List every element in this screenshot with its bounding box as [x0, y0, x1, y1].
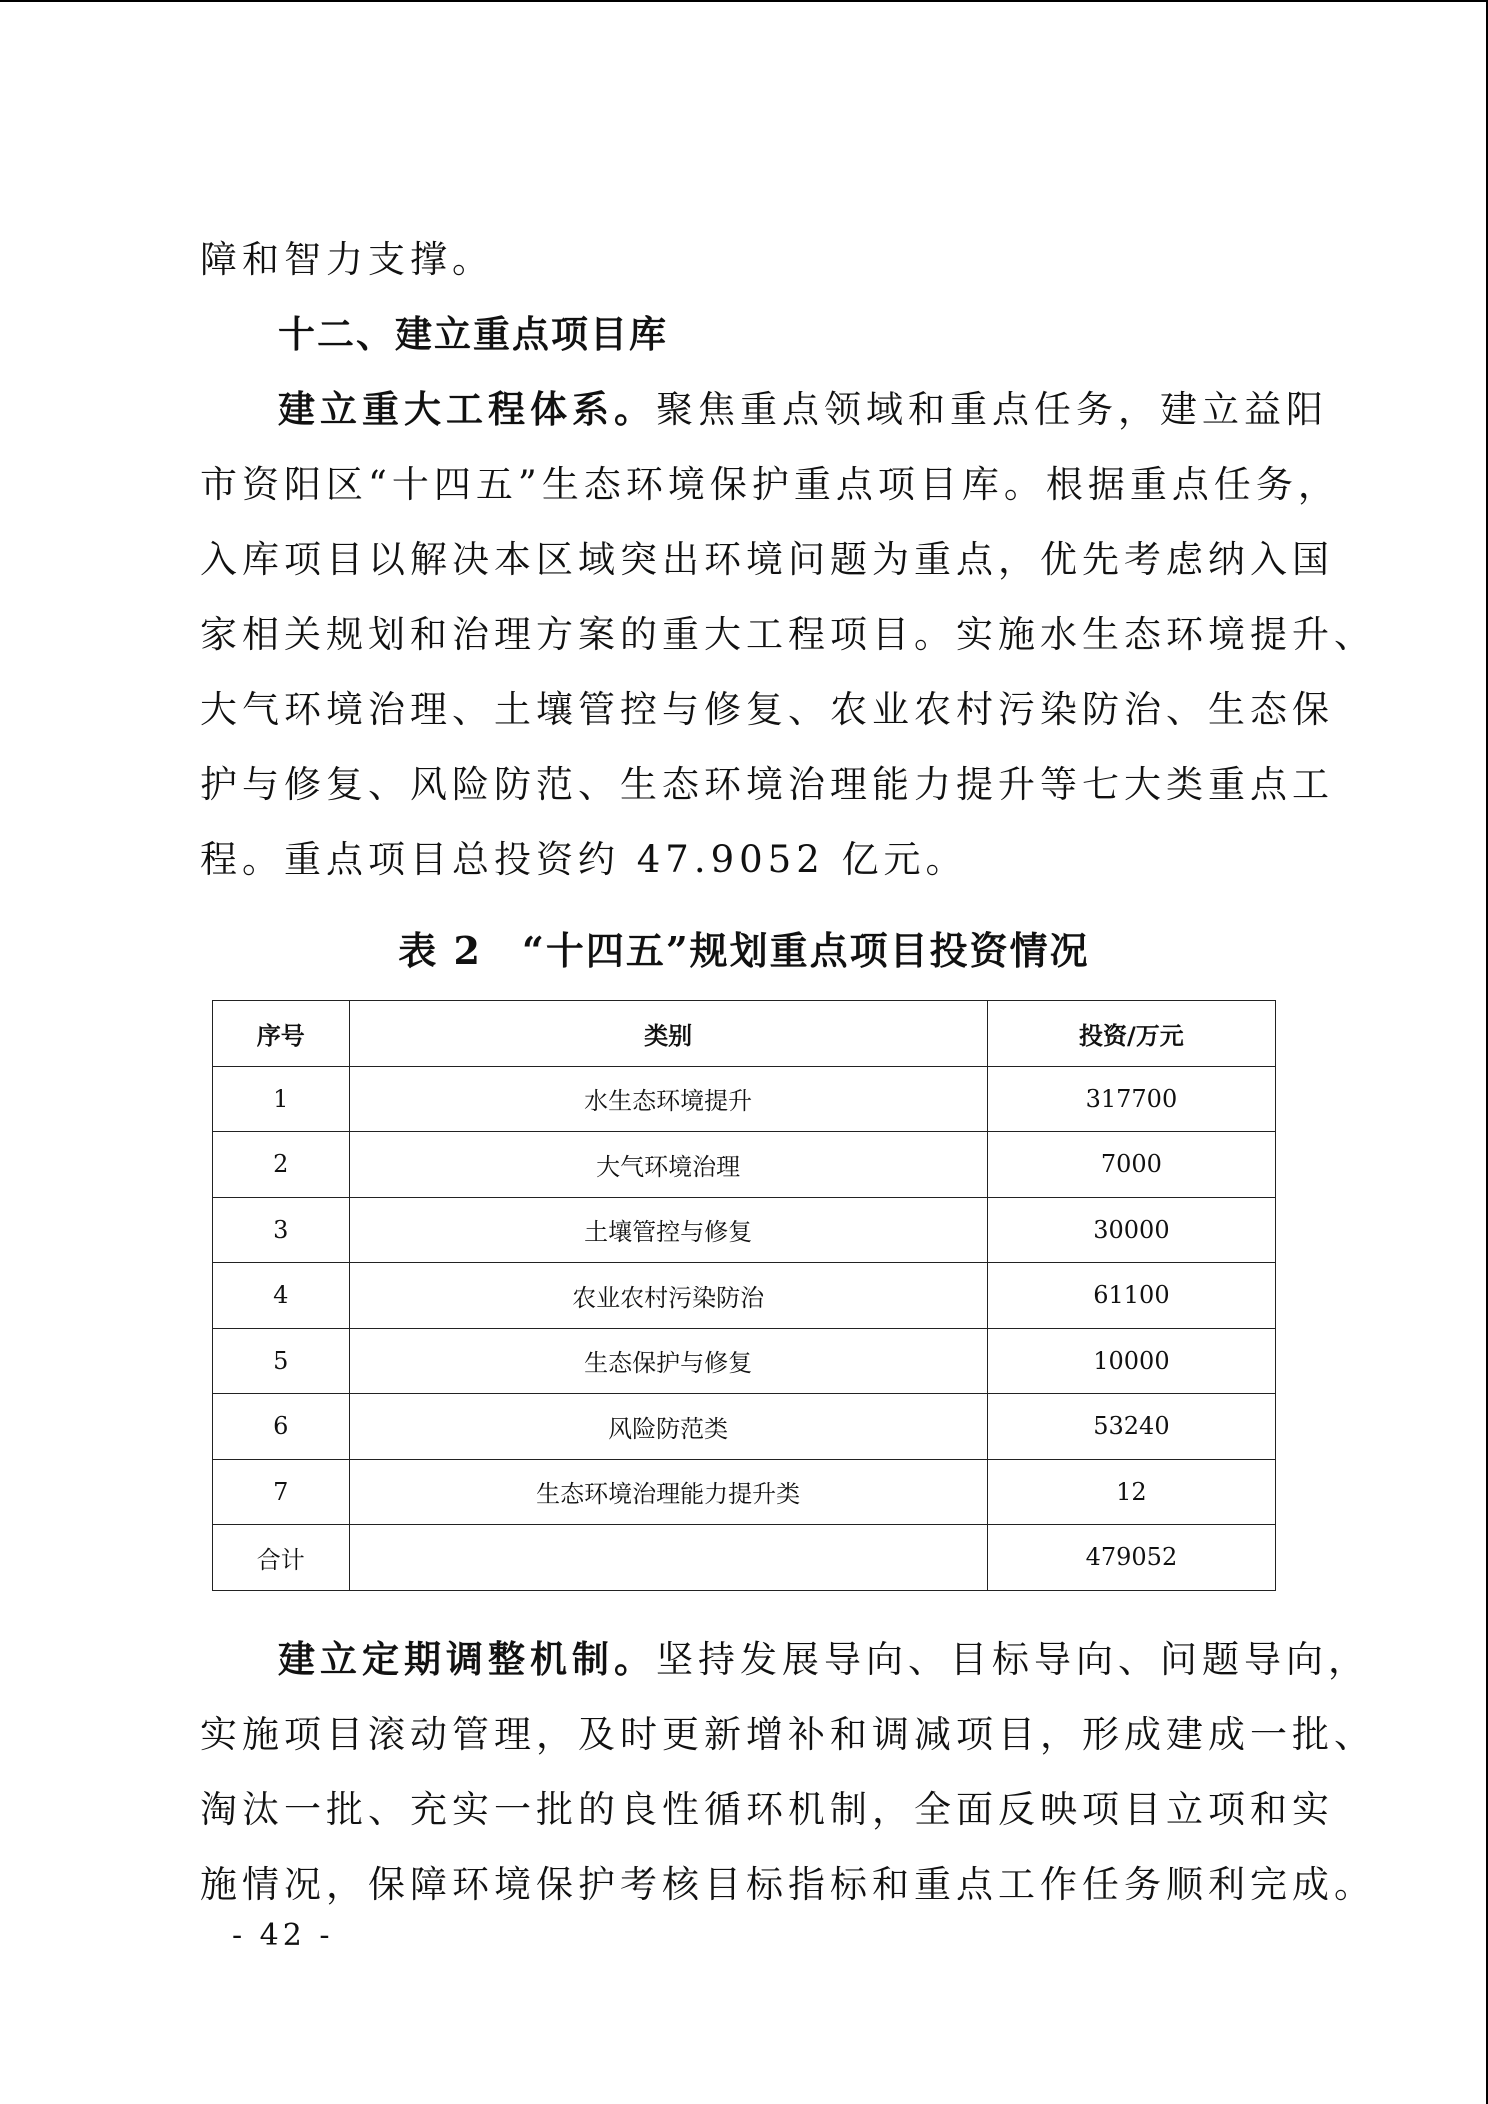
- cell-category: 风险防范类: [349, 1394, 987, 1460]
- paragraph-line: 市资阳区“十四五”生态环境保护重点项目库。根据重点任务，: [200, 463, 1340, 506]
- table-row: [213, 1459, 1276, 1525]
- paragraph-lead: 建立定期调整机制。: [278, 1637, 656, 1681]
- paragraph-line: 家相关规划和治理方案的重大工程项目。实施水生态环境提升、: [200, 613, 1376, 656]
- cell-total-investment: 479052: [987, 1525, 1275, 1591]
- cell-index: 6: [213, 1394, 350, 1460]
- cell-category: 水生态环境提升: [349, 1066, 987, 1132]
- table-row: [213, 1328, 1276, 1394]
- cell-investment: 7000: [987, 1132, 1275, 1198]
- paragraph-line: [278, 372, 1368, 447]
- page-number: - 42 -: [232, 1918, 334, 1953]
- cell-category: 农业农村污染防治: [349, 1263, 987, 1329]
- header-category: 类别: [349, 1001, 987, 1067]
- table-row: [213, 1197, 1276, 1263]
- table-caption: 表 2 “十四五”规划重点项目投资情况: [398, 928, 1090, 973]
- cell-investment: 317700: [987, 1066, 1275, 1132]
- cell-index: 4: [213, 1263, 350, 1329]
- cell-total-label: 合计: [213, 1525, 350, 1591]
- cell-investment: 61100: [987, 1263, 1275, 1329]
- table-row: [213, 1132, 1276, 1198]
- cell-index: 7: [213, 1459, 350, 1525]
- paragraph-line: 入库项目以解决本区域突出环境问题为重点，优先考虑纳入国: [200, 538, 1334, 581]
- cell-index: 1: [213, 1066, 350, 1132]
- cell-investment: 30000: [987, 1197, 1275, 1263]
- table-header-row: [213, 1001, 1276, 1067]
- paragraph-text: 坚持发展导向、目标导向、问题导向，: [656, 1638, 1370, 1681]
- paragraph-line: 障和智力支撑。: [200, 238, 494, 281]
- cell-category: 土壤管控与修复: [349, 1197, 987, 1263]
- cell-total-category: [349, 1525, 987, 1591]
- table-row: [213, 1263, 1276, 1329]
- investment-table: [212, 1000, 1276, 1591]
- cell-index: 3: [213, 1197, 350, 1263]
- cell-investment: 12: [987, 1459, 1275, 1525]
- header-investment: 投资/万元: [987, 1001, 1275, 1067]
- paragraph-line: 实施项目滚动管理，及时更新增补和调减项目，形成建成一批、: [200, 1713, 1376, 1756]
- cell-category: 生态保护与修复: [349, 1328, 987, 1394]
- cell-index: 2: [213, 1132, 350, 1198]
- paragraph-text: 聚焦重点领域和重点任务，建立益阳: [656, 388, 1328, 431]
- table-row: [213, 1394, 1276, 1460]
- paragraph-line: 大气环境治理、土壤管控与修复、农业农村污染防治、生态保: [200, 688, 1334, 731]
- cell-investment: 10000: [987, 1328, 1275, 1394]
- paragraph-line: 淘汰一批、充实一批的良性循环机制，全面反映项目立项和实: [200, 1788, 1334, 1831]
- cell-investment: 53240: [987, 1394, 1275, 1460]
- header-index: 序号: [213, 1001, 350, 1067]
- cell-category: 大气环境治理: [349, 1132, 987, 1198]
- paragraph-line: 施情况，保障环境保护考核目标指标和重点工作任务顺利完成。: [200, 1863, 1376, 1906]
- table-total-row: [213, 1525, 1276, 1591]
- section-heading: 十二、建立重点项目库: [278, 313, 668, 356]
- cell-index: 5: [213, 1328, 350, 1394]
- paragraph-line: 程。重点项目总投资约 47.9052 亿元。: [200, 838, 968, 881]
- table-row: [213, 1066, 1276, 1132]
- paragraph-line: [278, 1622, 1368, 1697]
- paragraph-lead: 建立重大工程体系。: [278, 387, 656, 431]
- cell-category: 生态环境治理能力提升类: [349, 1459, 987, 1525]
- paragraph-line: 护与修复、风险防范、生态环境治理能力提升等七大类重点工: [200, 763, 1334, 806]
